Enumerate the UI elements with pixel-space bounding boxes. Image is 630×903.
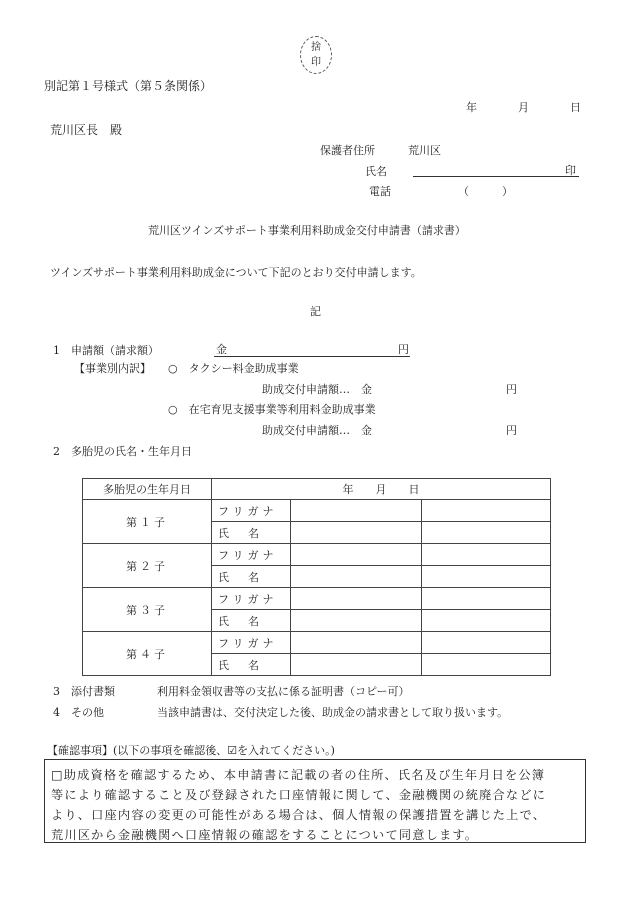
child1-name-cell-2[interactable] [422,522,551,544]
date-year-label: 年 [466,101,477,114]
child3-furigana-cell[interactable] [291,588,422,610]
option-home-childcare-amount-label: 助成交付申請額… 金 [262,424,372,437]
applicant-address-value: 荒川区 [408,144,441,157]
child1-furigana-cell[interactable] [291,500,422,522]
name-label: 氏 名 [212,566,291,588]
option-home-childcare[interactable]: ○ 在宅育児支援事業等利用料金助成事業 [168,403,376,416]
item3-label: 3 添付書類 [53,685,115,698]
child4-furigana-cell-2[interactable] [422,632,551,654]
confirm-box [44,759,586,843]
item3-value: 利用料金領収書等の支払に係る証明書（コピー可） [157,685,410,698]
children-table [82,478,551,676]
item1-label: 1 申請額（請求額） [53,344,159,357]
phone-field[interactable]: （ ） [458,185,513,198]
furigana-label: フリガナ [212,588,291,610]
item2-label: 2 多胎児の氏名・生年月日 [53,445,192,458]
applicant-address-label: 保護者住所 [320,144,375,157]
option-home-childcare-yen: 円 [506,424,517,437]
child2-furigana-cell-2[interactable] [422,544,551,566]
option-taxi-yen: 円 [506,383,517,396]
name-label: 氏 名 [212,654,291,676]
child2-furigana-cell[interactable] [291,544,422,566]
form-label: 別記第１号様式（第５条関係） [44,79,213,93]
seal-mark: 印 [565,164,576,177]
total-amount-field[interactable] [214,356,410,357]
form-title: 荒川区ツインズサポート事業利用料助成金交付申請書（請求書） [148,224,466,237]
applicant-name-field[interactable] [413,176,579,177]
child1-furigana-cell-2[interactable] [422,500,551,522]
child-label: 第２子 [83,544,212,588]
phone-label: 電話 [369,185,391,198]
ki-heading: 記 [310,305,321,318]
applicant-name-label: 氏名 [365,165,387,178]
option-taxi-amount-label: 助成交付申請額… 金 [262,383,372,396]
discard-stamp-seal: 捨 印 [300,36,332,74]
item4-label: 4 その他 [53,706,104,719]
child4-furigana-cell[interactable] [291,632,422,654]
furigana-label: フリガナ [212,632,291,654]
total-amount-yen: 円 [398,343,409,356]
child3-name-cell-2[interactable] [422,610,551,632]
total-amount-kin: 金 [216,343,227,356]
table-row [83,632,551,654]
child3-furigana-cell-2[interactable] [422,588,551,610]
child4-name-cell-2[interactable] [422,654,551,676]
intro-text: ツインズサポート事業利用料助成金について下記のとおり交付申請します。 [50,266,422,279]
header-birthdate-label: 多胎児の生年月日 [83,479,212,500]
table-header-row [83,479,551,500]
furigana-label: フリガナ [212,500,291,522]
confirm-heading: 【確認事項】(以下の事項を確認後、☑を入れてください。) [47,744,335,757]
confirm-line-1: □助成資格を確認するため、本申請書に記載の者の住所、氏名及び生年月日を公簿 [51,768,546,782]
breakdown-label: 【事業別内訳】 [74,362,151,375]
name-label: 氏 名 [212,522,291,544]
consent-checkbox[interactable]: □ [51,768,64,782]
header-birthdate-value[interactable]: 年 月 日 [212,479,551,500]
child2-name-cell[interactable] [291,566,422,588]
table-row [83,500,551,522]
child-label: 第４子 [83,632,212,676]
name-label: 氏 名 [212,610,291,632]
child-label: 第１子 [83,500,212,544]
table-row [83,588,551,610]
date-day-label: 日 [570,101,581,114]
confirm-line-4: 荒川区から金融機関へ口座情報の確認をすることについて同意します。 [51,828,479,842]
item4-value: 当該申請書は、交付決定した後、助成金の請求書として取り扱います。 [157,706,509,719]
furigana-label: フリガナ [212,544,291,566]
date-month-label: 月 [518,101,529,114]
child-label: 第３子 [83,588,212,632]
child3-name-cell[interactable] [291,610,422,632]
addressee: 荒川区長 殿 [50,123,123,137]
option-taxi[interactable]: ○ タクシー料金助成事業 [168,362,299,375]
table-row [83,544,551,566]
child2-name-cell-2[interactable] [422,566,551,588]
child1-name-cell[interactable] [291,522,422,544]
confirm-line-3: より、口座内容の変更の可能性がある場合は、個人情報の保護措置を講じた上で、 [51,808,547,822]
confirm-line-2: 等により確認すること及び登録された口座情報に関して、金融機関の統廃合などに [51,788,547,802]
child4-name-cell[interactable] [291,654,422,676]
